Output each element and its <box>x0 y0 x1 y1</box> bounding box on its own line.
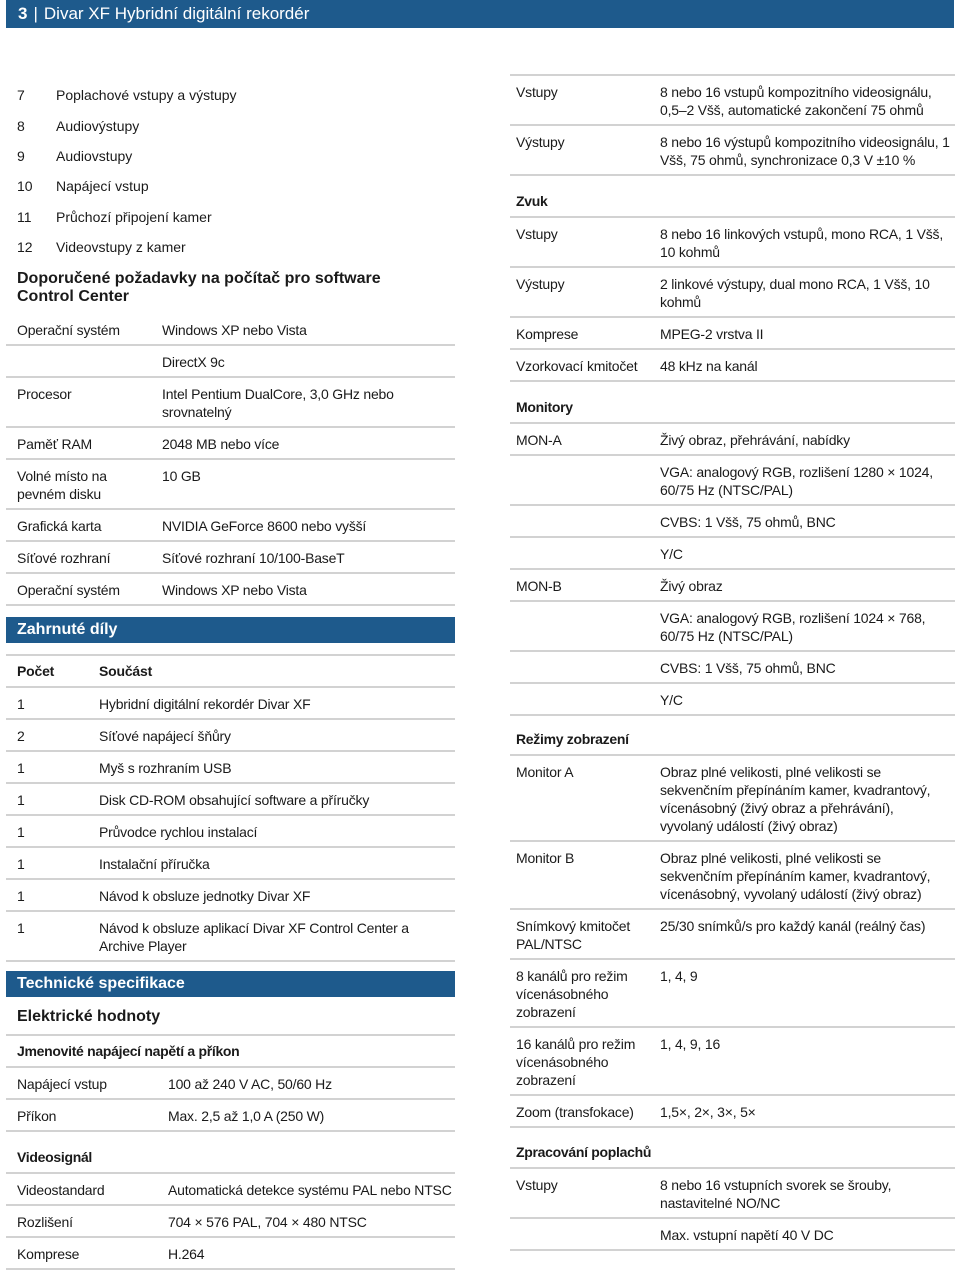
qty-cell: 1 <box>17 760 25 776</box>
table-row <box>6 1174 455 1206</box>
part-cell: Návod k obsluze aplikací Divar XF Control Center a Archive Player <box>99 920 409 954</box>
part-cell: Myš s rozhraním USB <box>99 760 232 776</box>
row-label: Operační systém <box>17 582 120 598</box>
table-row <box>6 574 455 606</box>
row-label: Volné místo na pevném disku <box>17 468 107 502</box>
header-separator: | <box>33 4 38 23</box>
row-value: VGA: analogový RGB, rozlišení 1024 × 768, 60/75 Hz (NTSC/PAL) <box>660 610 926 644</box>
table-row <box>6 1206 455 1238</box>
table-row <box>510 456 955 506</box>
list-item <box>6 202 455 232</box>
qty-cell: 1 <box>17 824 25 840</box>
document-title: Divar XF Hybridní digitální rekordér <box>43 4 310 23</box>
table-row <box>510 218 955 268</box>
row-label: MON-B <box>516 578 562 594</box>
part-cell: Průvodce rychlou instalací <box>99 824 258 840</box>
item-number: 8 <box>17 117 25 134</box>
row-label: Monitor B <box>516 850 575 866</box>
table-row <box>510 684 955 716</box>
row-value: Windows XP nebo Vista <box>162 322 307 338</box>
row-value: 48 kHz na kanál <box>660 358 758 374</box>
table-row <box>510 506 955 538</box>
alarm-table <box>510 1169 955 1251</box>
row-label: Komprese <box>17 1246 80 1262</box>
row-value: 8 nebo 16 vstupů kompozitního videosignálu, 0,5–2 Všš, automatické zakončení 75 ohmů <box>660 84 932 118</box>
row-value: NVIDIA GeForce 8600 nebo vyšší <box>162 518 367 534</box>
row-value: Obraz plné velikosti, plné velikosti se sekvenčním přepínáním kamer, kvadrantový, vícenásobný (živý obraz a přehrávání), vyvolaný událostí (živý obraz) <box>660 764 931 834</box>
row-label: 8 kanálů pro režim vícenásobného zobrazení <box>516 968 628 1020</box>
item-number: 11 <box>17 208 32 225</box>
pc-requirements-table <box>6 314 455 606</box>
video-io-table <box>510 76 955 176</box>
row-label: Procesor <box>17 386 72 402</box>
table-row <box>6 460 455 510</box>
table-row <box>510 960 955 1028</box>
row-label <box>510 463 660 504</box>
table-row <box>510 910 955 960</box>
row-label: Videostandard <box>17 1182 105 1198</box>
row-value: CVBS: 1 Všš, 75 ohmů, BNC <box>660 660 836 676</box>
row-label: Vstupy <box>516 84 558 100</box>
table-row <box>6 346 455 378</box>
row-value: H.264 <box>168 1246 205 1262</box>
row-label: Výstupy <box>516 276 565 292</box>
row-value: VGA: analogový RGB, rozlišení 1280 × 1024, 60/75 Hz (NTSC/PAL) <box>660 464 933 498</box>
row-value: Síťové rozhraní 10/100-BaseT <box>162 550 345 566</box>
item-text: Videovstupy z kamer <box>56 239 186 256</box>
row-value: 1, 4, 9, 16 <box>660 1036 721 1052</box>
row-label: Rozlišení <box>17 1214 73 1230</box>
row-label: Příkon <box>17 1108 57 1124</box>
row-label: Zoom (transfokace) <box>516 1104 634 1120</box>
row-label: Vzorkovací kmitočet <box>516 358 638 374</box>
audio-subtitle: Zvuk <box>516 193 548 209</box>
table-row <box>510 268 955 318</box>
table-header-row <box>6 656 455 688</box>
part-cell: Síťové napájecí šňůry <box>99 728 231 744</box>
row-label: Operační systém <box>17 322 120 338</box>
row-value: CVBS: 1 Všš, 75 ohmů, BNC <box>660 514 836 530</box>
column-header-part: Součást <box>99 663 153 679</box>
table-row <box>510 350 955 382</box>
part-cell: Disk CD-ROM obsahující software a příručky <box>99 792 370 808</box>
included-parts-table <box>6 656 455 962</box>
table-row <box>6 752 455 784</box>
table-row <box>6 1238 455 1270</box>
video-table <box>6 1174 455 1270</box>
part-cell: Instalační příručka <box>99 856 210 872</box>
table-row <box>510 424 955 456</box>
row-value: 10 GB <box>162 468 201 484</box>
item-text: Napájecí vstup <box>56 178 149 195</box>
item-number: 7 <box>17 87 25 104</box>
table-row <box>510 1096 955 1128</box>
table-row <box>510 1028 955 1096</box>
row-label <box>510 513 660 536</box>
table-row <box>510 1219 955 1251</box>
row-label: Síťové rozhraní <box>17 550 111 566</box>
row-value: 2 linkové výstupy, dual mono RCA, 1 Všš, 10 kohmů <box>660 276 930 310</box>
row-label: Výstupy <box>516 134 565 150</box>
qty-cell: 1 <box>17 792 25 808</box>
table-row <box>6 720 455 752</box>
part-cell: Hybridní digitální rekordér Divar XF <box>99 696 311 712</box>
table-row <box>510 318 955 350</box>
list-item <box>6 171 455 201</box>
qty-cell: 1 <box>17 920 25 936</box>
row-label <box>510 659 660 682</box>
table-row <box>6 510 455 542</box>
row-value: Max. 2,5 až 1,0 A (250 W) <box>168 1108 325 1124</box>
item-number: 10 <box>17 178 33 195</box>
table-row <box>6 314 455 346</box>
row-value: MPEG-2 vrstva II <box>660 326 764 342</box>
monitors-subtitle: Monitory <box>516 399 573 415</box>
item-text: Audiovstupy <box>56 147 133 164</box>
table-row <box>510 652 955 684</box>
row-value: Intel Pentium DualCore, 3,0 GHz nebo srovnatelný <box>162 386 394 420</box>
table-row <box>510 570 955 602</box>
item-number: 9 <box>17 147 25 164</box>
table-row <box>510 602 955 652</box>
qty-cell: 1 <box>17 696 25 712</box>
row-value: 2048 MB nebo více <box>162 436 280 452</box>
table-row <box>6 880 455 912</box>
row-label: Monitor A <box>516 764 574 780</box>
row-value: DirectX 9c <box>162 354 225 370</box>
page-number: 3 <box>18 4 28 23</box>
qty-cell: 1 <box>17 856 25 872</box>
table-row <box>6 784 455 816</box>
row-value: Automatická detekce systému PAL nebo NTSC <box>168 1182 452 1198</box>
table-row <box>510 1169 955 1219</box>
row-label: 16 kanálů pro režim vícenásobného zobrazení <box>516 1036 636 1088</box>
numbered-list <box>6 80 455 262</box>
video-subtitle: Videosignál <box>17 1149 93 1165</box>
row-value: 8 nebo 16 výstupů kompozitního videosignálu, 1 Všš, 75 ohmů, synchronizace 0,3 V ±10 % <box>660 134 950 168</box>
divider <box>6 1034 455 1036</box>
row-value: Y/C <box>660 692 683 708</box>
row-value: 25/30 snímků/s pro každý kanál (reálný čas) <box>660 918 926 934</box>
alarm-subtitle: Zpracování poplachů <box>516 1144 652 1160</box>
row-label: Grafická karta <box>17 518 102 534</box>
item-number: 12 <box>17 239 33 256</box>
item-text: Audiovýstupy <box>56 117 140 134</box>
row-label: Vstupy <box>516 1177 558 1193</box>
table-row <box>6 428 455 460</box>
row-label <box>510 609 660 650</box>
tech-specs-header: Technické specifikace <box>6 971 455 997</box>
row-label: Paměť RAM <box>17 436 93 452</box>
row-value: Obraz plné velikosti, plné velikosti se sekvenčním přepínáním kamer, kvadrantový, vícenásobný, vyvolaný událostí (živý obraz) <box>660 850 931 902</box>
table-row <box>6 542 455 574</box>
table-row <box>6 848 455 880</box>
row-label <box>6 353 162 376</box>
table-row <box>6 378 455 428</box>
monitors-table <box>510 424 955 716</box>
row-value: 1,5×, 2×, 3×, 5× <box>660 1104 756 1120</box>
table-row <box>6 1068 455 1100</box>
table-row <box>6 688 455 720</box>
display-modes-table <box>510 756 955 1128</box>
row-value: 100 až 240 V AC, 50/60 Hz <box>168 1076 332 1092</box>
electrical-title: Elektrické hodnoty <box>17 1008 161 1025</box>
table-row <box>6 816 455 848</box>
list-item <box>6 80 455 110</box>
column-header-qty: Počet <box>17 663 55 679</box>
table-row <box>510 76 955 126</box>
table-row <box>6 1100 455 1132</box>
row-value: Y/C <box>660 546 683 562</box>
list-item <box>6 232 455 262</box>
included-parts-header: Zahrnuté díly <box>6 617 455 643</box>
page-header <box>6 0 954 28</box>
row-value: Živý obraz <box>660 578 723 594</box>
item-text: Poplachové vstupy a výstupy <box>56 87 237 104</box>
list-item <box>6 110 455 140</box>
item-text: Průchozí připojení kamer <box>56 208 212 225</box>
pc-requirements-title: Doporučené požadavky na počítač pro software Control Center <box>17 270 381 305</box>
table-row <box>510 756 955 842</box>
power-subtitle: Jmenovité napájecí napětí a příkon <box>17 1043 240 1059</box>
table-row <box>510 538 955 570</box>
row-label: Snímkový kmitočet PAL/NTSC <box>516 918 631 952</box>
qty-cell: 1 <box>17 888 25 904</box>
row-value: Živý obraz, přehrávání, nabídky <box>660 432 850 448</box>
row-label <box>510 691 660 714</box>
table-row <box>510 842 955 910</box>
qty-cell: 2 <box>17 728 25 744</box>
row-value: 8 nebo 16 vstupních svorek se šrouby, nastavitelné NO/NC <box>660 1177 892 1211</box>
row-label <box>510 1226 660 1249</box>
table-row <box>510 126 955 176</box>
table-row <box>6 912 455 962</box>
list-item <box>6 141 455 171</box>
row-value: Windows XP nebo Vista <box>162 582 307 598</box>
row-label <box>510 545 660 568</box>
power-table <box>6 1068 455 1132</box>
audio-table <box>510 218 955 382</box>
row-value: 1, 4, 9 <box>660 968 698 984</box>
row-label: MON-A <box>516 432 562 448</box>
row-label: Vstupy <box>516 226 558 242</box>
display-modes-subtitle: Režimy zobrazení <box>516 731 629 747</box>
row-label: Napájecí vstup <box>17 1076 107 1092</box>
row-label: Komprese <box>516 326 579 342</box>
part-cell: Návod k obsluze jednotky Divar XF <box>99 888 311 904</box>
row-value: Max. vstupní napětí 40 V DC <box>660 1227 834 1243</box>
row-value: 704 × 576 PAL, 704 × 480 NTSC <box>168 1214 367 1230</box>
row-value: 8 nebo 16 linkových vstupů, mono RCA, 1 Všš, 10 kohmů <box>660 226 944 260</box>
